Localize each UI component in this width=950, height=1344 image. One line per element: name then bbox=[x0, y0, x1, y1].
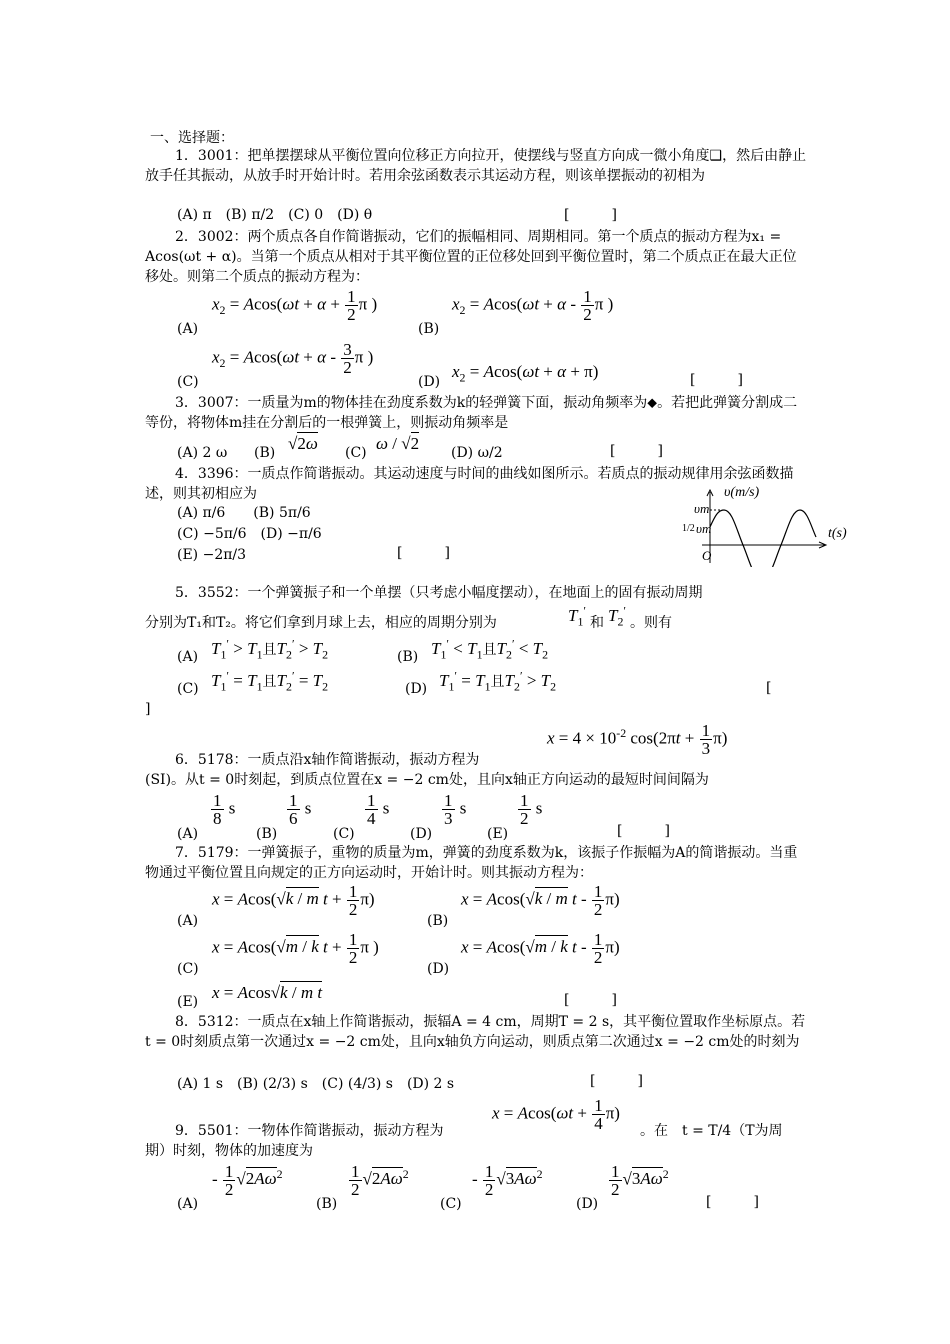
q5-label-b: (B) bbox=[397, 649, 419, 665]
q3-label-b: (B) bbox=[254, 445, 276, 461]
q8-bracket: [ ] bbox=[590, 1073, 643, 1089]
q5-stem-line2a: 分别为T₁和T₂。将它们拿到月球上去，相应的周期分别为 bbox=[145, 615, 497, 631]
vm-label: υm bbox=[694, 501, 710, 516]
q9-bracket: [ ] bbox=[706, 1194, 759, 1210]
q6-label-d: (D) bbox=[410, 826, 433, 842]
q7-equation-c: x = Acos(√m / k t + $\frac{1}{2}$ π ) bbox=[212, 930, 379, 967]
q5-and-b: 且 bbox=[482, 643, 497, 658]
q1-options: (A) π (B) π/2 (C) 0 (D) θ bbox=[177, 207, 373, 223]
q9-stem-line1: 9．5501：一物体作简谐振动，振动方程为 bbox=[175, 1123, 444, 1139]
q6-option-a: $\frac{1}{8}$ s bbox=[213, 791, 236, 828]
q5-t1-prime: $T_1'$ bbox=[568, 603, 587, 629]
q6-equation: $x = 4 \times 10^{-2}$ cos(2πt + $\frac{1}{3}$ π) bbox=[547, 721, 728, 758]
q6-unit-d: s bbox=[459, 798, 467, 818]
section-title: 一、选择题： bbox=[150, 130, 234, 146]
q9-stem-line2: 期）时刻，物体的加速度为 bbox=[145, 1143, 313, 1159]
q7-equation-d: x = Acos(√m / k t - $\frac{1}{2}$ π) bbox=[461, 930, 620, 967]
q8-options: (A) 1 s (B) (2/3) s (C) (4/3) s (D) 2 s bbox=[177, 1076, 455, 1092]
q4-stem: 4．3396：一质点作简谐振动。其运动速度与时间的曲线如图所示。若质点的振动规律用余弦函数描述，则其初相应为 bbox=[145, 466, 794, 502]
q5-and-d: 且 bbox=[490, 675, 505, 690]
q5-option-a: $T_1' > T_1$且$T_2' > T_2$ bbox=[211, 636, 329, 662]
q5-label-d: (D) bbox=[405, 681, 428, 697]
q3-stem: 3．3007：一质量为m的物体挂在劲度系数为k的轻弹簧下面，振动角频率为⬥。若把此弹簧分割成二等份，将物体m挂在分割后的一根弹簧上，则振动角频率是 bbox=[145, 395, 798, 431]
q9-option-b: $\frac{1}{2}$ $√2A\omega^2$ bbox=[351, 1162, 409, 1199]
q6-unit-a: s bbox=[228, 798, 236, 818]
q9-label-b: (B) bbox=[316, 1196, 338, 1212]
q2-equation-a: $x_2 = Acos(\omega t + \alpha$ + $\frac{1}{2}$ π ) bbox=[212, 287, 378, 324]
q3-label-a: (A) 2 ω bbox=[177, 445, 228, 461]
q9-label-c: (C) bbox=[440, 1196, 462, 1212]
q2-equation-c: $x_2 = Acos(\omega t + \alpha$ - $\frac{3}{2}$ π ) bbox=[212, 340, 374, 377]
q5-label-a: (A) bbox=[177, 649, 199, 665]
q7-label-b: (B) bbox=[427, 913, 449, 929]
velocity-time-graph bbox=[680, 482, 865, 567]
q4-options-cd: (C) −5π/6 (D) −π/6 bbox=[177, 526, 322, 542]
q9-option-d: $\frac{1}{2}$ $√3A\omega^2$ bbox=[611, 1162, 669, 1199]
q3-label-c: (C) bbox=[345, 445, 367, 461]
q5-stem-line2c: 。则有 bbox=[630, 615, 672, 631]
q3-label-d: (D) ω/2 bbox=[451, 445, 503, 461]
q5-t2-prime: $T_2'$ bbox=[608, 603, 627, 629]
q9-label-d: (D) bbox=[576, 1196, 599, 1212]
q7-label-d: (D) bbox=[427, 961, 450, 977]
q6-stem-line1: 6．5178：一质点沿x轴作简谐振动，振动方程为 bbox=[175, 752, 480, 768]
q7-equation-e: x = Acos√k / m t bbox=[212, 983, 323, 1002]
q9-label-a: (A) bbox=[177, 1196, 199, 1212]
q2-label-b: (B) bbox=[418, 321, 440, 337]
q5-option-c: $T_1' = T_1$且$T_2' = T_2$ bbox=[211, 668, 329, 694]
q1-stem: 1．3001：把单摆摆球从平衡位置向位移正方向拉开，使摆线与竖直方向成一微小角度❑，然后由静止放手任其振动，从放手时开始计时。若用余弦函数表示其运动方程，则该单摆振动的初相为 bbox=[145, 148, 807, 184]
q1-bracket: [ ] bbox=[564, 207, 617, 223]
q7-label-e: (E) bbox=[177, 994, 199, 1010]
q8-stem: 8．5312：一质点在x轴上作简谐振动，振辐A = 4 cm，周期T = 2 s，其平衡位置取作坐标原点。若t = 0时刻质点第一次通过x = −2 cm处，且向x轴负方向运动，则质点第二次通过x = −2 cm处的时刻为 bbox=[145, 1014, 806, 1050]
velocity-curve bbox=[710, 510, 816, 567]
origin-label: O bbox=[702, 548, 712, 563]
q2-bracket: [ ] bbox=[690, 372, 743, 388]
q2-label-d: (D) bbox=[418, 374, 441, 390]
q9-option-c: - $\frac{1}{2}$ $√3A\omega^2$ bbox=[472, 1162, 543, 1199]
q9-equation: x = Acos(ωt + $\frac{1}{4}$ π) bbox=[492, 1096, 620, 1133]
q5-and-c: 且 bbox=[262, 675, 277, 690]
q6-bracket: [ ] bbox=[617, 823, 670, 839]
q6-option-d: $\frac{1}{3}$ s bbox=[444, 791, 467, 828]
q6-label-e: (E) bbox=[487, 826, 509, 842]
t-axis-label: t(s) bbox=[828, 526, 847, 541]
q3-omega-over-sqrt2: ω / √2 bbox=[376, 434, 420, 453]
q6-unit-e: s bbox=[535, 798, 543, 818]
q5-option-d: $T_1' = T_1$且$T_2' > T_2$ bbox=[439, 668, 557, 694]
q4-option-e: (E) −2π/3 bbox=[177, 547, 247, 563]
half-label: 1/2 bbox=[682, 523, 695, 534]
q7-stem: 7．5179：一弹簧振子，重物的质量为m，弹簧的劲度系数为k，该振子作振幅为A的简谐振动。当重物通过平衡位置且向规定的正方向运动时，开始计时。则其振动方程为： bbox=[145, 845, 798, 881]
q2-stem: 2．3002：两个质点各自作简谐振动，它们的振幅相同、周期相同。第一个质点的振动方程为x₁ = Acos(ωt + α)。当第一个质点从相对于其平衡位置的正位移处回到平衡位置时，第二个质点正在最大正位移处。则第二个质点的振动方程为： bbox=[145, 229, 797, 285]
q7-bracket: [ ] bbox=[564, 992, 617, 1008]
q9-option-a: - $\frac{1}{2}$ $√2A\omega^2$ bbox=[212, 1162, 283, 1199]
q5-stem-line1: 5．3552：一个弹簧振子和一个单摆（只考虑小幅度摆动），在地面上的固有振动周期 bbox=[175, 585, 703, 601]
q5-stem-and: 和 bbox=[590, 615, 604, 631]
q2-equation-b: $x_2 = Acos(\omega t + \alpha$ - $\frac{1}{2}$ π ) bbox=[452, 287, 614, 324]
q2-label-a: (A) bbox=[177, 321, 199, 337]
q6-option-e: $\frac{1}{2}$ s bbox=[520, 791, 543, 828]
q9-stem-line1b: 。在 t = T/4（T为周 bbox=[640, 1123, 783, 1139]
half-vm-label: υm bbox=[696, 521, 712, 536]
q6-label-c: (C) bbox=[333, 826, 355, 842]
q7-label-a: (A) bbox=[177, 913, 199, 929]
q6-option-b: $\frac{1}{6}$ s bbox=[289, 791, 312, 828]
q6-option-c: $\frac{1}{4}$ s bbox=[367, 791, 390, 828]
q7-equation-b: x = Acos(√k / m t - $\frac{1}{2}$ π) bbox=[461, 882, 620, 919]
q7-label-c: (C) bbox=[177, 961, 199, 977]
q6-unit-b: s bbox=[304, 798, 312, 818]
q5-bracket-right: ] bbox=[145, 701, 151, 717]
q6-stem-line2: (SI)。从t = 0时刻起，到质点位置在x = −2 cm处，且向x轴正方向运动的最短时间间隔为 bbox=[145, 772, 709, 788]
q7-equation-a: x = Acos(√k / m t + $\frac{1}{2}$ π) bbox=[212, 882, 375, 919]
q6-label-a: (A) bbox=[177, 826, 199, 842]
v-axis-label: υ(m/s) bbox=[724, 485, 760, 500]
q5-option-b: $T_1' < T_1$且$T_2' < T_2$ bbox=[431, 636, 549, 662]
q2-label-c: (C) bbox=[177, 374, 199, 390]
q5-and-a: 且 bbox=[262, 643, 277, 658]
q3-bracket: [ ] bbox=[610, 443, 663, 459]
q6-unit-c: s bbox=[382, 798, 390, 818]
q4-options-ab: (A) π/6 (B) 5π/6 bbox=[177, 505, 311, 521]
q5-bracket-left: [ bbox=[766, 680, 772, 696]
q2-equation-d: $x_2 = Acos(\omega t + \alpha + \pi)$ bbox=[452, 362, 599, 385]
q5-label-c: (C) bbox=[177, 681, 199, 697]
q6-label-b: (B) bbox=[256, 826, 278, 842]
q4-bracket: [ ] bbox=[397, 545, 450, 561]
q3-sqrt2-omega: √2ω bbox=[288, 434, 318, 453]
